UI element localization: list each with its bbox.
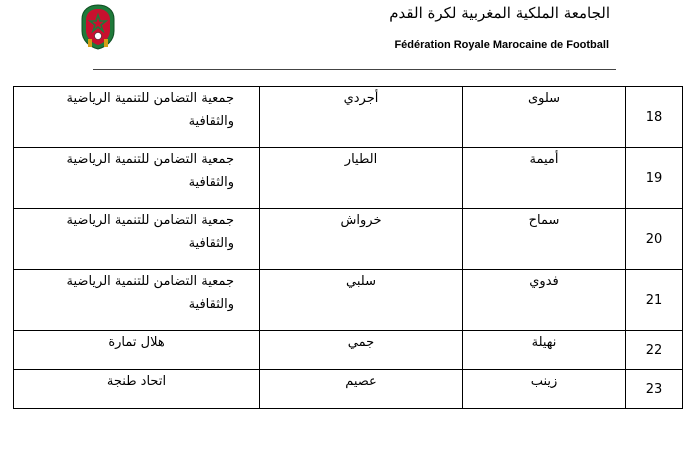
club-cell: هلال تمارة [14,331,260,370]
row-number-cell: 22 [626,331,683,370]
table-row [14,331,683,370]
first-name-cell: سماح [463,209,626,270]
first-name-cell: فدوي [463,270,626,331]
table-row [14,209,683,270]
table-row [14,270,683,331]
table-row [14,148,683,209]
club-cell: اتحاد طنجة [14,370,260,409]
club-cell: جمعية التضامن للتنمية الرياضية والثقافية [14,270,260,331]
header-divider [93,69,616,70]
row-number-cell: 18 [626,87,683,148]
first-name-cell: سلوى [463,87,626,148]
club-cell: جمعية التضامن للتنمية الرياضية والثقافية [14,148,260,209]
frmf-crest-icon [79,3,117,51]
last-name-cell: جمي [260,331,463,370]
last-name-cell: الطيار [260,148,463,209]
federation-title-arabic: الجامعة الملكية المغربية لكرة القدم [389,4,610,22]
row-number-cell: 23 [626,370,683,409]
last-name-cell: أجردي [260,87,463,148]
table-row [14,87,683,148]
first-name-cell: نهيلة [463,331,626,370]
row-number-cell: 19 [626,148,683,209]
table-row [14,370,683,409]
row-number-cell: 20 [626,209,683,270]
last-name-cell: عصيم [260,370,463,409]
last-name-cell: سلبي [260,270,463,331]
last-name-cell: خرواش [260,209,463,270]
player-roster-table [13,86,683,409]
club-cell: جمعية التضامن للتنمية الرياضية والثقافية [14,87,260,148]
first-name-cell: زينب [463,370,626,409]
first-name-cell: أميمة [463,148,626,209]
row-number-cell: 21 [626,270,683,331]
club-cell: جمعية التضامن للتنمية الرياضية والثقافية [14,209,260,270]
federation-title-french: Fédération Royale Marocaine de Football [394,39,609,51]
